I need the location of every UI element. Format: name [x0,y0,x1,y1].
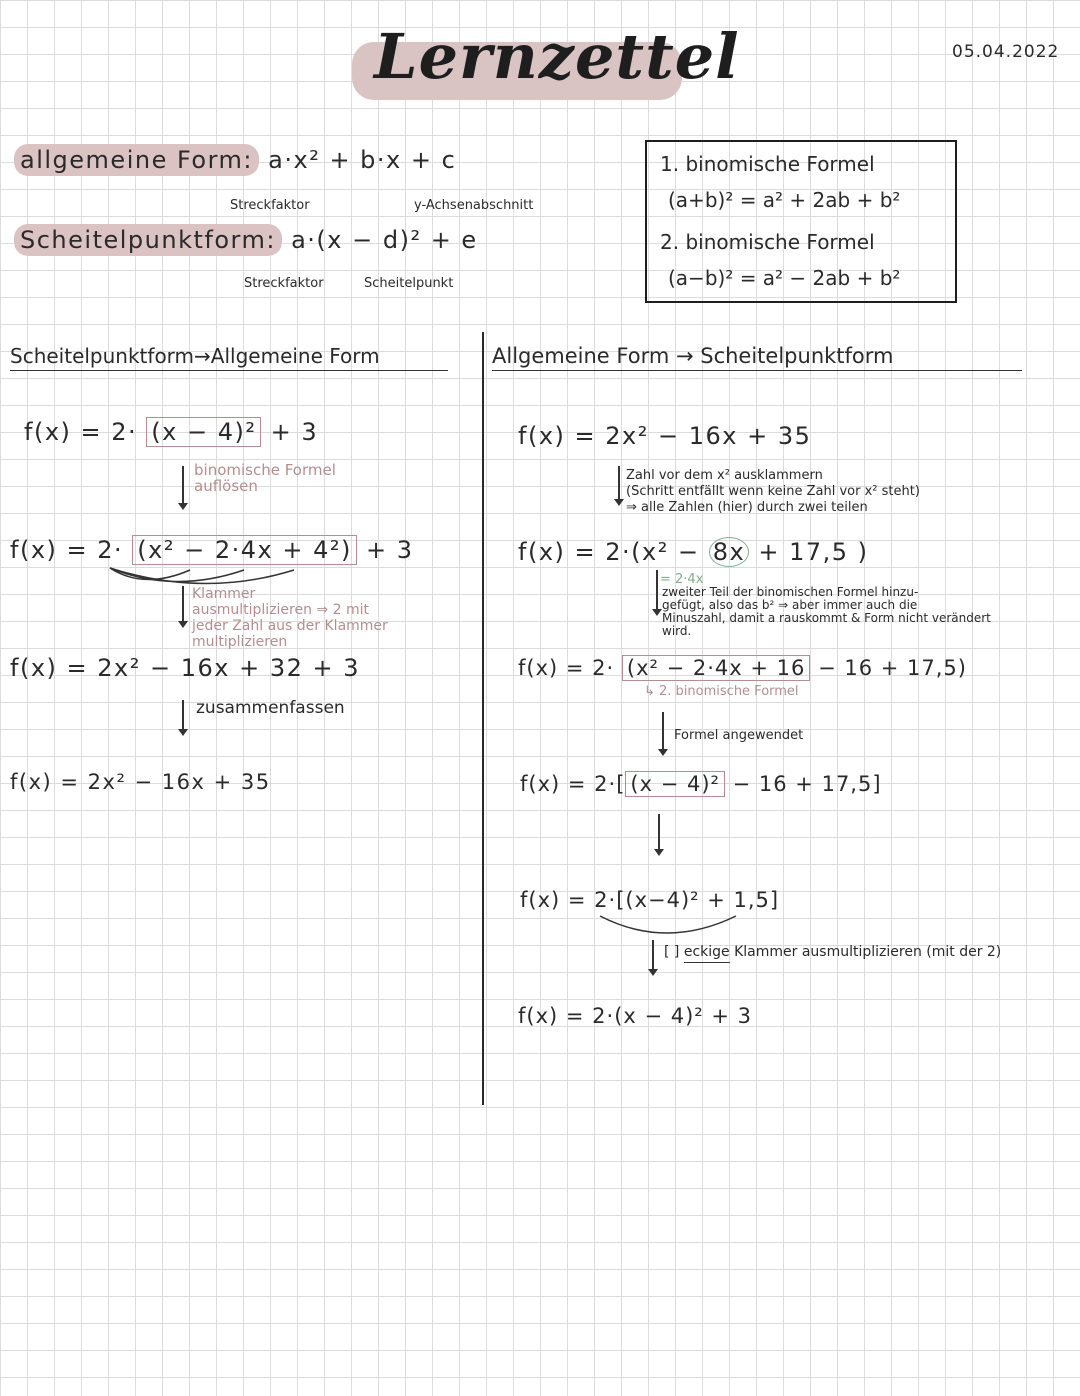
right-heading: Allgemeine Form → Scheitelpunktform [492,344,1022,371]
right-note-1 [626,468,920,516]
left-step-2-prefix: f(x) = 2· [10,536,124,564]
left-step-4: f(x) = 2x² − 16x + 35 [10,770,271,794]
general-form-label: allgemeine Form: [14,144,259,176]
left-step-1-suffix: + 3 [270,418,319,446]
left-heading: Scheitelpunktform→Allgemeine Form [10,344,448,371]
binomial-first-heading: 1. binomische Formel [660,152,875,176]
right-note-1-line-2: (Schritt entfällt wenn keine Zahl vor x² steht) [626,484,920,499]
date-label: 05.04.2022 [952,42,1060,62]
left-note-2-line-1: Klammer [192,586,256,602]
right-step-4-suffix: − 16 + 17,5] [732,772,882,796]
page-title: Lernzettel [374,20,740,93]
right-green-note: = 2·4x [660,572,704,587]
right-step-4-boxed: (x − 4)² [625,771,725,797]
right-step-3-prefix: f(x) = 2· [518,656,615,680]
right-note-4: Formel angewendet [674,728,804,743]
general-c-note: y-Achsenabschnitt [414,198,534,213]
right-step-2 [518,538,869,566]
right-step-3 [518,656,967,680]
left-note-1 [194,462,336,494]
column-divider [482,332,484,1105]
arrow-down-icon [652,814,666,850]
general-form-line [14,146,456,174]
right-note-2 [662,586,991,638]
right-step-4-prefix: f(x) = 2· [520,772,617,796]
right-note-2-line-3: Minuszahl, damit a rauskommt & Form nicht verändert [662,611,991,625]
left-note-2 [192,586,388,650]
right-note-2-line-4: wird. [662,624,692,638]
left-note-2-line-2: ausmultiplizieren ⇒ 2 mit [192,602,369,618]
arrow-down-icon [176,586,190,622]
right-note-5-prefix: [ ] [664,944,684,960]
right-step-5: f(x) = 2·[(x−4)² + 1,5] [520,888,780,912]
right-step-2-prefix: f(x) = 2·(x² − [518,538,700,566]
right-step-3-suffix: − 16 + 17,5) [818,656,967,680]
right-step-2-circled: 8x [709,537,749,567]
general-form-formula: a·x² + b·x + c [268,146,457,174]
left-step-1-boxed: (x − 4)² [146,417,261,447]
arrow-down-icon [176,466,190,504]
arrow-down-icon [612,466,626,500]
right-step-2-suffix: + 17,5 ) [758,538,869,566]
arrow-down-icon [176,700,190,730]
left-note-2-line-3: jeder Zahl aus der Klammer [192,618,388,634]
right-note-3: ↳ 2. binomische Formel [644,684,799,699]
left-step-1 [24,418,318,446]
right-note-5 [664,944,1001,960]
vertex-a-note: Streckfaktor [244,276,324,291]
right-step-4 [520,772,882,796]
vertex-form-label: Scheitelpunktform: [14,224,282,256]
arrow-down-icon [646,940,660,970]
left-note-2-line-4: multiplizieren [192,634,288,650]
right-step-4-bracket: [ [616,772,626,796]
right-note-5-word: eckige [684,944,730,963]
vertex-form-formula: a·(x − d)² + e [291,226,478,254]
binomial-second-heading: 2. binomische Formel [660,230,875,254]
left-note-1-line-2: auflösen [194,477,258,495]
right-note-1-line-3: ⇒ alle Zahlen (hier) durch zwei teilen [626,500,868,515]
arrow-down-icon [656,712,670,750]
right-note-5-rest: Klammer ausmultiplizieren (mit der 2) [729,944,1002,960]
vertex-de-note: Scheitelpunkt [364,276,454,291]
left-step-3: f(x) = 2x² − 16x + 32 + 3 [10,654,360,682]
left-note-1-line-1: binomische Formel [194,461,336,479]
right-note-2-line-2: gefügt, also das b² ⇒ aber immer auch die [662,598,918,612]
left-step-1-prefix: f(x) = 2· [24,418,138,446]
right-step-1: f(x) = 2x² − 16x + 35 [518,422,812,450]
multiplication-arc-icon [596,910,746,940]
right-note-2-line-1: zweiter Teil der binomischen Formel hinzu- [662,585,919,599]
general-a-note: Streckfaktor [230,198,310,213]
left-step-2-suffix: + 3 [365,536,414,564]
vertex-form-line [14,226,478,254]
right-note-1-line-1: Zahl vor dem x² ausklammern [626,468,823,483]
left-note-3: zusammenfassen [196,698,345,718]
right-step-6: f(x) = 2·(x − 4)² + 3 [518,1004,753,1028]
binomial-second-formula: (a−b)² = a² − 2ab + b² [668,266,901,290]
right-step-3-boxed: (x² − 2·4x + 16 [622,655,810,681]
binomial-first-formula: (a+b)² = a² + 2ab + b² [668,188,901,212]
left-step-2-boxed: (x² − 2·4x + 4²) [132,535,357,565]
